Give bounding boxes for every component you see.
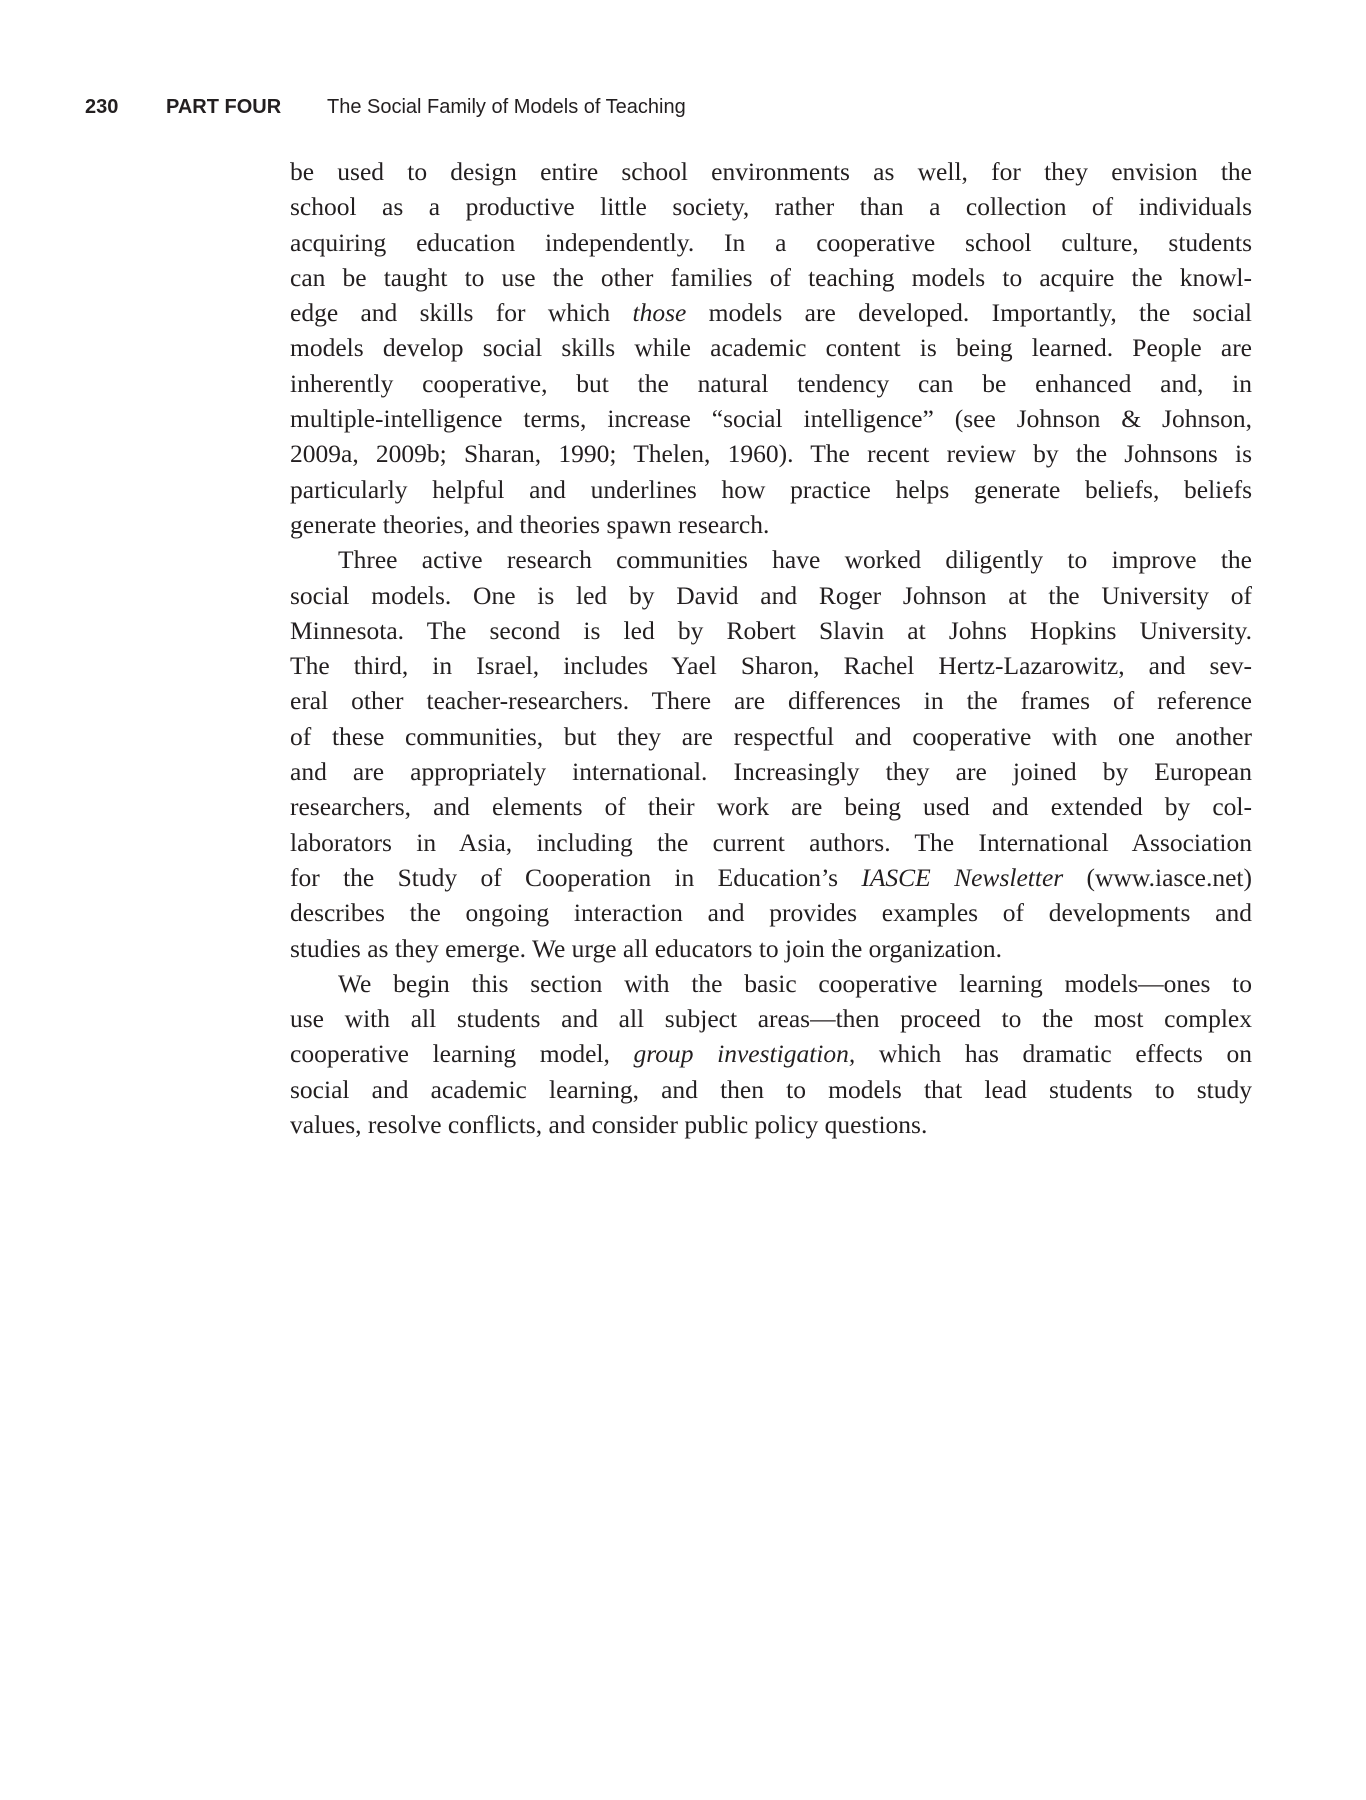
text-line <box>290 401 1252 436</box>
text-span: acquiring education independently. In a cooperative school culture, students <box>290 227 1252 257</box>
text-span: The third, in Israel, includes Yael Sharon, Rachel Hertz-Lazarowitz, and sev- <box>290 651 1252 681</box>
text-span: inherently cooperative, but the natural tendency can be enhanced and, in <box>290 368 1252 398</box>
text-line <box>290 789 1252 824</box>
text-line <box>290 154 1252 189</box>
text-line <box>290 542 1252 577</box>
text-span: researchers, and elements of their work are being used and extended by col- <box>290 792 1252 822</box>
text-span: multiple-intelligence terms, increase “social intelligence” (see Johnson & Johnson, <box>290 404 1252 434</box>
text-line <box>290 472 1252 507</box>
text-span: be used to design entire school environments as well, for they envision the <box>290 157 1252 186</box>
text-span: describes the ongoing interaction and provides examples of developments and <box>290 898 1252 928</box>
text-line <box>290 295 1252 330</box>
text-span: 2009a, 2009b; Sharan, 1990; Thelen, 1960). The recent review by the Johnsons is <box>290 439 1252 469</box>
text-span: Minnesota. The second is led by Robert Slavin at Johns Hopkins University. <box>290 615 1252 645</box>
text-span: social models. One is led by David and Roger Johnson at the University of <box>290 580 1252 610</box>
text-line <box>290 507 1252 542</box>
text-span: studies as they emerge. We urge all educators to join the organization. <box>290 933 1002 963</box>
text-span: laborators in Asia, including the current authors. The International Association <box>290 827 1252 857</box>
text-line <box>290 648 1252 683</box>
text-span: models develop social skills while academic content is being learned. People are <box>290 333 1252 363</box>
text-span: generate theories, and theories spawn research. <box>290 509 770 539</box>
text-span: We begin this section with the basic cooperative learning models—ones to <box>338 968 1252 998</box>
text-span: and are appropriately international. Increasingly they are joined by European <box>290 757 1252 787</box>
text-line <box>290 366 1252 401</box>
italic-text: IASCE Newsletter <box>861 862 1064 892</box>
text-line <box>290 1036 1252 1071</box>
text-span: Three active research communities have worked diligently to improve the <box>338 545 1252 575</box>
text-span: school as a productive little society, rather than a collection of individuals <box>290 192 1252 222</box>
text-line <box>290 719 1252 754</box>
text-line <box>290 613 1252 648</box>
italic-text: those <box>632 298 687 328</box>
text-line <box>290 931 1252 966</box>
italic-text: group investigation, <box>633 1039 856 1069</box>
text-line <box>290 825 1252 860</box>
text-line <box>290 754 1252 789</box>
text-line <box>290 1001 1252 1036</box>
text-line <box>290 436 1252 471</box>
text-span: particularly helpful and underlines how practice helps generate beliefs, beliefs <box>290 474 1252 504</box>
text-span: social and academic learning, and then to models that lead students to study <box>290 1074 1252 1104</box>
running-title: The Social Family of Models of Teaching <box>327 96 686 118</box>
text-line <box>290 683 1252 718</box>
text-span: can be taught to use the other families of teaching models to acquire the knowl- <box>290 262 1252 292</box>
body-text <box>290 154 1252 1142</box>
text-span: for the Study of Cooperation in Education’s <box>290 862 862 892</box>
text-line <box>290 225 1252 260</box>
text-span: models are developed. Importantly, the social <box>686 298 1252 328</box>
text-line <box>290 260 1252 295</box>
text-span: (www.iasce.net) <box>1063 862 1252 892</box>
part-label: PART FOUR <box>166 96 282 118</box>
text-line <box>290 578 1252 613</box>
paragraph <box>290 542 1252 966</box>
text-span: values, resolve conflicts, and consider public policy questions. <box>290 1110 928 1140</box>
text-line <box>290 895 1252 930</box>
text-span: of these communities, but they are respectful and cooperative with one another <box>290 721 1252 751</box>
text-line <box>290 860 1252 895</box>
text-line <box>290 189 1252 224</box>
text-span: which has dramatic effects on <box>855 1039 1252 1069</box>
text-span: eral other teacher-researchers. There are differences in the frames of reference <box>290 686 1252 716</box>
text-span: cooperative learning model, <box>290 1039 634 1069</box>
text-line <box>290 966 1252 1001</box>
text-span: use with all students and all subject areas—then proceed to the most complex <box>290 1004 1252 1034</box>
text-line <box>290 1072 1252 1107</box>
text-line <box>290 1107 1252 1142</box>
page-number: 230 <box>85 96 119 118</box>
text-span: edge and skills for which <box>290 298 633 328</box>
text-line <box>290 330 1252 365</box>
paragraph <box>290 966 1252 1142</box>
paragraph <box>290 154 1252 542</box>
